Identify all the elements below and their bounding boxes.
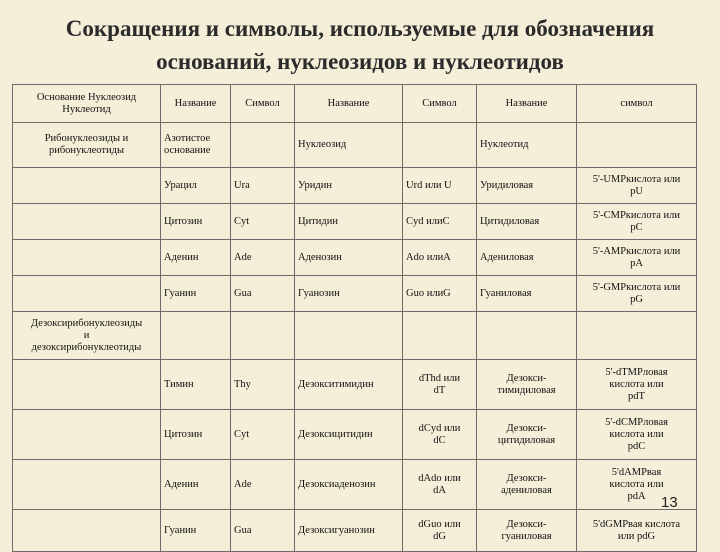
table-row bbox=[13, 168, 697, 204]
base-symbol: Cyt bbox=[231, 410, 295, 460]
table-row bbox=[13, 240, 697, 276]
header-symbol-1: Символ bbox=[231, 85, 295, 123]
base-symbol: Ade bbox=[231, 460, 295, 510]
title-line-2: оснований, нуклеозидов и нуклеотидов bbox=[156, 49, 564, 74]
nucleoside-name: Аденозин bbox=[295, 240, 403, 276]
table-row bbox=[13, 410, 697, 460]
nucleoside-symbol: dCyd или dC bbox=[403, 410, 477, 460]
header-name-1: Название bbox=[161, 85, 231, 123]
header-row bbox=[13, 85, 697, 123]
nucleotide-symbol: 5'-AMPкислота или pA bbox=[577, 240, 697, 276]
nucleotide-name: Цитидиловая bbox=[477, 204, 577, 240]
table-row bbox=[13, 276, 697, 312]
base-symbol: Thy bbox=[231, 360, 295, 410]
nucleoside-name: Гуанозин bbox=[295, 276, 403, 312]
nucleoside-symbol: dThd или dT bbox=[403, 360, 477, 410]
nucleotide-symbol: 5'-UMPкислота или pU bbox=[577, 168, 697, 204]
nucleotide-name: Дезокси- тимидиловая bbox=[477, 360, 577, 410]
nucleoside-name: Дезоксицитидин bbox=[295, 410, 403, 460]
header-symbol-3: символ bbox=[577, 85, 697, 123]
nucleoside-label: Нуклеозид bbox=[295, 123, 403, 168]
deoxy-group-label: Дезоксирибонуклеозиды и дезоксирибонуклеотиды bbox=[13, 312, 161, 360]
abbreviations-table bbox=[12, 84, 697, 552]
base-name: Цитозин bbox=[161, 410, 231, 460]
page-title bbox=[0, 12, 720, 78]
header-base-nucleoside-nucleotide: Основание Нуклеозид Нуклеотид bbox=[13, 85, 161, 123]
table-row bbox=[13, 360, 697, 410]
nucleotide-symbol: 5'-CMPкислота или pC bbox=[577, 204, 697, 240]
nucleotide-name: Уридиловая bbox=[477, 168, 577, 204]
nucleoside-symbol: Urd или U bbox=[403, 168, 477, 204]
nucleotide-label: Нуклеотид bbox=[477, 123, 577, 168]
nucleoside-name: Цитидин bbox=[295, 204, 403, 240]
nucleotide-name: Дезокси- цитидиловая bbox=[477, 410, 577, 460]
base-symbol: Ura bbox=[231, 168, 295, 204]
nucleotide-symbol: 5'-dCMPловая кислота или pdC bbox=[577, 410, 697, 460]
base-name: Цитозин bbox=[161, 204, 231, 240]
base-name: Тимин bbox=[161, 360, 231, 410]
nucleotide-name: Дезокси- гуаниловая bbox=[477, 510, 577, 552]
base-name: Гуанин bbox=[161, 276, 231, 312]
nucleoside-symbol: dAdo или dA bbox=[403, 460, 477, 510]
nucleoside-name: Дезоксиаденозин bbox=[295, 460, 403, 510]
nitrogen-base-label: Азотистое основание bbox=[161, 123, 231, 168]
nucleotide-name: Адениловая bbox=[477, 240, 577, 276]
base-symbol: Ade bbox=[231, 240, 295, 276]
page-number: 13 bbox=[661, 494, 678, 511]
header-name-3: Название bbox=[477, 85, 577, 123]
base-name: Аденин bbox=[161, 460, 231, 510]
deoxy-header-row bbox=[13, 312, 697, 360]
base-name: Урацил bbox=[161, 168, 231, 204]
nucleoside-symbol: dGuo или dG bbox=[403, 510, 477, 552]
nucleoside-name: Уридин bbox=[295, 168, 403, 204]
table-row bbox=[13, 204, 697, 240]
nucleotide-symbol: 5'-dTMPловая кислота или pdT bbox=[577, 360, 697, 410]
nucleoside-name: Дезокситимидин bbox=[295, 360, 403, 410]
header-symbol-2: Символ bbox=[403, 85, 477, 123]
base-symbol: Cyt bbox=[231, 204, 295, 240]
base-name: Аденин bbox=[161, 240, 231, 276]
base-symbol: Gua bbox=[231, 276, 295, 312]
nucleoside-symbol: Guo илиG bbox=[403, 276, 477, 312]
nucleotide-symbol: 5'dGMPвая кислота или pdG bbox=[577, 510, 697, 552]
title-line-1: Сокращения и символы, используемые для обозначения bbox=[65, 16, 655, 41]
nucleoside-symbol: Ado илиA bbox=[403, 240, 477, 276]
header-name-2: Название bbox=[295, 85, 403, 123]
nucleoside-name: Дезоксигуанозин bbox=[295, 510, 403, 552]
base-symbol: Gua bbox=[231, 510, 295, 552]
table-row bbox=[13, 510, 697, 552]
nucleotide-name: Дезокси- адениловая bbox=[477, 460, 577, 510]
base-name: Гуанин bbox=[161, 510, 231, 552]
table-row bbox=[13, 460, 697, 510]
ribo-header-row bbox=[13, 123, 697, 168]
ribo-group-label: Рибонуклеозиды и рибонуклеотиды bbox=[13, 123, 161, 168]
nucleoside-symbol: Cyd илиC bbox=[403, 204, 477, 240]
nucleotide-symbol: 5'-GMPкислота или pG bbox=[577, 276, 697, 312]
nucleotide-symbol: 5'dAMPвая кислота или pdA bbox=[577, 460, 697, 510]
nucleotide-name: Гуаниловая bbox=[477, 276, 577, 312]
